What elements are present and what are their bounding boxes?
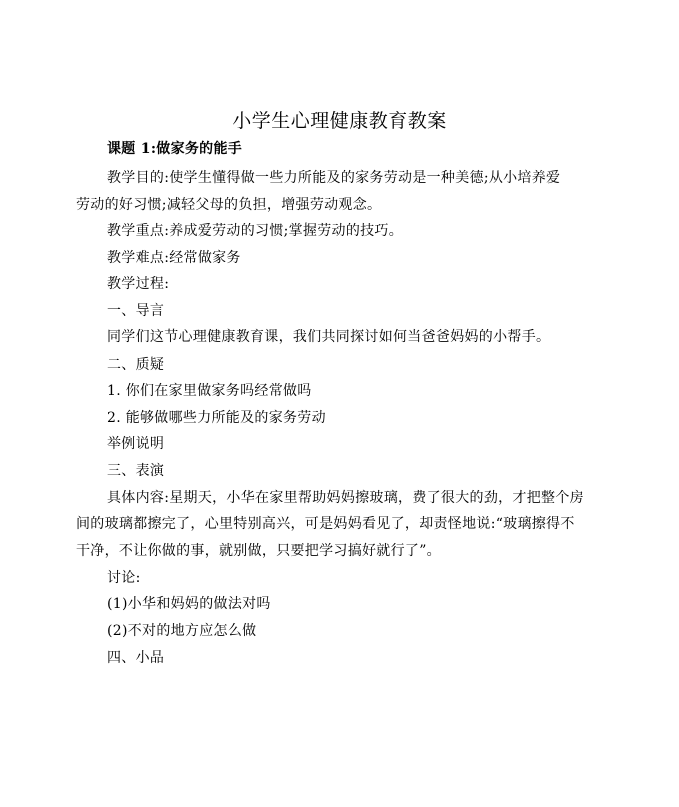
discussion-item-1: (1)小华和妈妈的做法对吗 bbox=[107, 596, 271, 612]
performance-paragraph-line-3: 干净，不让你做的事，就别做，只要把学习搞好就行了”。 bbox=[76, 543, 441, 559]
lesson-topic: 课题 1:做家务的能手 bbox=[107, 141, 243, 157]
question-item-1: 1. 你们在家里做家务吗经常做吗 bbox=[107, 383, 312, 399]
document-title: 小学生心理健康教育教案 bbox=[232, 110, 447, 132]
performance-paragraph-line-1: 具体内容:星期天，小华在家里帮助妈妈擦玻璃，费了很大的劲，才把整个房 bbox=[107, 490, 584, 506]
discussion-item-2: (2)不对的地方应怎么做 bbox=[107, 623, 257, 639]
teaching-purpose-line-2: 劳动的好习惯;减轻父母的负担，增强劳动观念。 bbox=[76, 197, 382, 213]
introduction-paragraph: 同学们这节心理健康教育课，我们共同探讨如何当爸爸妈妈的小帮手。 bbox=[107, 329, 551, 345]
teaching-difficulties: 教学难点:经常做家务 bbox=[107, 250, 241, 266]
section-questions-heading: 二、质疑 bbox=[107, 357, 165, 373]
teaching-key-points: 教学重点:养成爱劳动的习惯;掌握劳动的技巧。 bbox=[107, 223, 404, 239]
section-performance-heading: 三、表演 bbox=[107, 463, 165, 479]
discussion-heading: 讨论: bbox=[107, 570, 141, 586]
question-item-2: 2. 能够做哪些力所能及的家务劳动 bbox=[107, 410, 326, 426]
performance-paragraph-line-2: 间的玻璃都擦完了，心里特别高兴，可是妈妈看见了，却责怪地说:“玻璃擦得不 bbox=[76, 516, 575, 532]
examples-line: 举例说明 bbox=[107, 436, 165, 452]
teaching-purpose-line-1: 教学目的:使学生懂得做一些力所能及的家务劳动是一种美德;从小培养爱 bbox=[107, 170, 561, 186]
teaching-process-heading: 教学过程: bbox=[107, 276, 170, 292]
section-introduction-heading: 一、导言 bbox=[107, 303, 165, 319]
section-skit-heading: 四、小品 bbox=[107, 650, 165, 666]
